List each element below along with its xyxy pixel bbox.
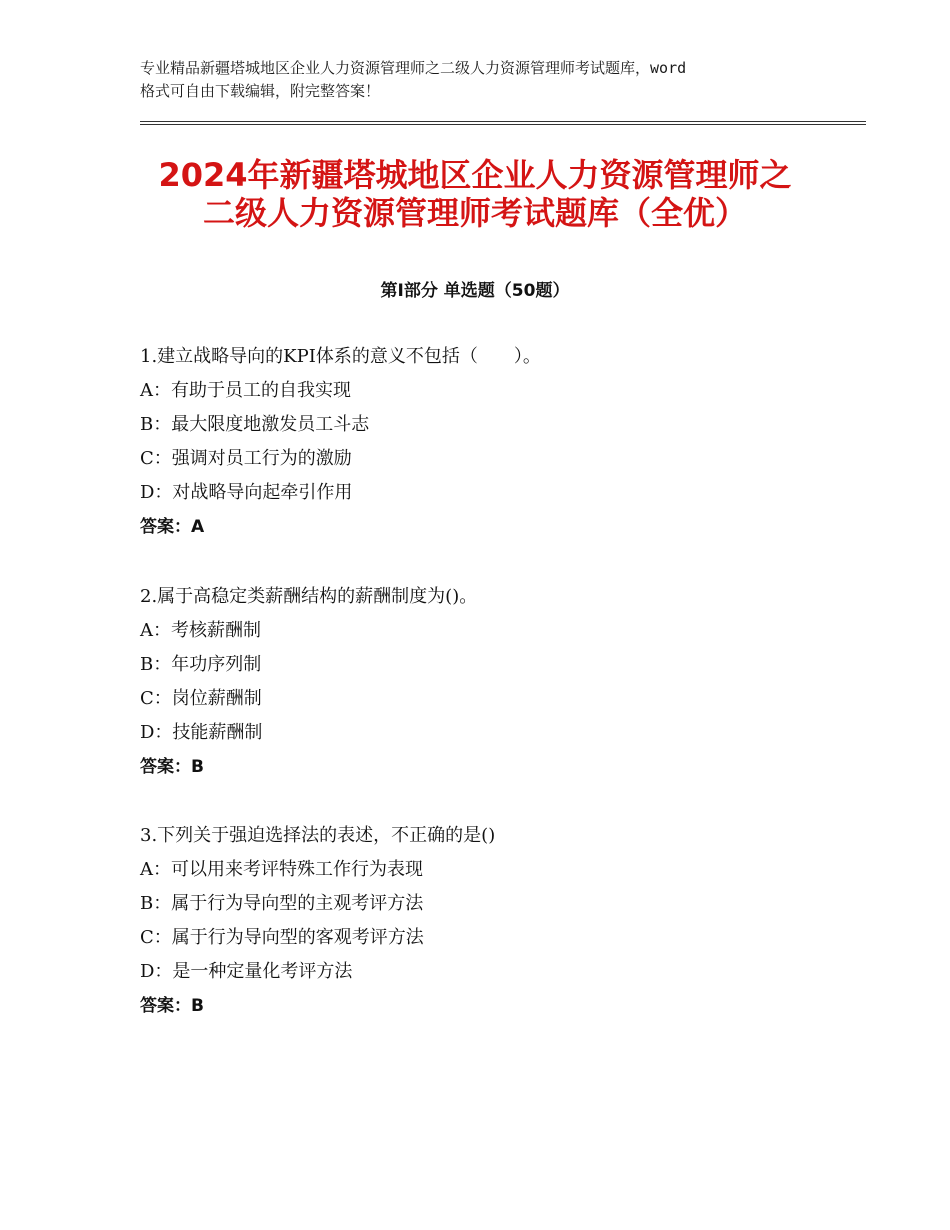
option-b: B：属于行为导向型的主观考评方法 — [140, 893, 424, 914]
question-stem: 3.下列关于强迫选择法的表述，不正确的是() — [140, 825, 496, 846]
question-block — [140, 819, 860, 1023]
answer-label: 答案：A — [140, 517, 205, 537]
header-note — [140, 57, 830, 103]
option-a: A：考核薪酬制 — [140, 620, 261, 641]
option-c: C：属于行为导向型的客观考评方法 — [140, 927, 424, 948]
question-block — [140, 580, 860, 784]
option-a: A：有助于员工的自我实现 — [140, 380, 351, 401]
option-b: B：年功序列制 — [140, 654, 262, 675]
section-title: 第Ⅰ部分 单选题（50题） — [380, 281, 570, 301]
answer-label: 答案：B — [140, 996, 204, 1016]
header-divider — [140, 124, 866, 125]
option-b: B：最大限度地激发员工斗志 — [140, 414, 370, 435]
header-note-line: 格式可自由下载编辑，附完整答案！ — [140, 82, 381, 100]
question-block — [140, 340, 860, 544]
option-d: D：对战略导向起牵引作用 — [140, 482, 353, 503]
document-title-line: 2024年新疆塔城地区企业人力资源管理师之 — [158, 156, 792, 194]
answer-label: 答案：B — [140, 757, 204, 777]
option-d: D：是一种定量化考评方法 — [140, 961, 353, 982]
header-note-line: 专业精品新疆塔城地区企业人力资源管理师之二级人力资源管理师考试题库，word — [140, 59, 687, 77]
header-divider — [140, 121, 866, 122]
document-title — [0, 156, 950, 232]
document-title-line: 二级人力资源管理师考试题库（全优） — [202, 194, 747, 232]
option-c: C：岗位薪酬制 — [140, 688, 262, 709]
question-stem: 2.属于高稳定类薪酬结构的薪酬制度为()。 — [140, 586, 478, 607]
option-c: C：强调对员工行为的激励 — [140, 448, 352, 469]
option-d: D：技能薪酬制 — [140, 722, 263, 743]
question-stem: 1.建立战略导向的KPI体系的意义不包括（ ）。 — [140, 346, 541, 367]
option-a: A：可以用来考评特殊工作行为表现 — [140, 859, 423, 880]
